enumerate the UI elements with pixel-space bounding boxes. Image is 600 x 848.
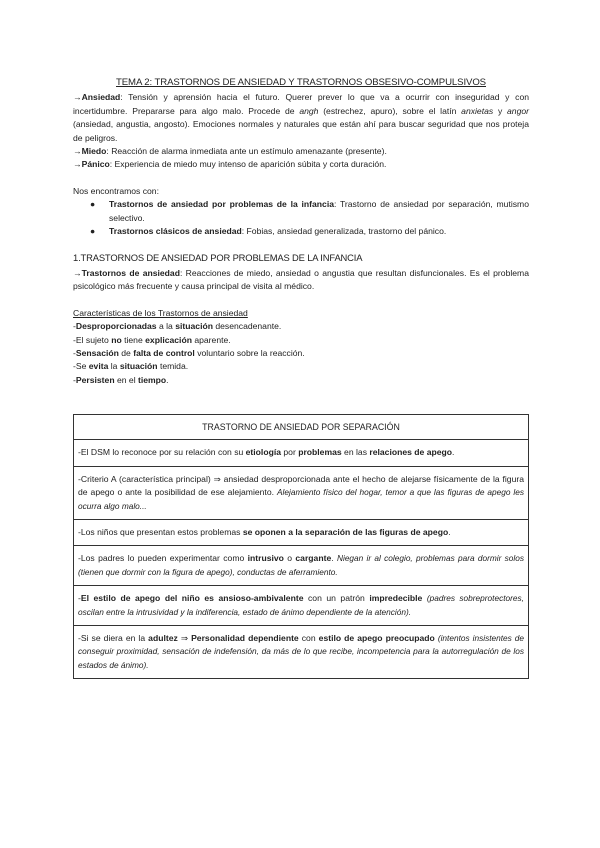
- text: -: [73, 347, 76, 358]
- text: .: [166, 374, 169, 385]
- bold-text: relaciones de apego: [369, 447, 453, 458]
- text: con un patrón: [303, 593, 370, 604]
- definition-text: (estrechez, apuro), sobre el latín: [318, 105, 462, 116]
- term-trastornos: Trastornos de ansiedad: [81, 267, 180, 278]
- text: -Los padres lo pueden experimentar como: [78, 553, 248, 564]
- text: voluntario sobre la reacción.: [194, 347, 305, 358]
- italic-text: (padres sobreprotectores, oscilan entre la intrusividad y la indiferencia, estado de ánimo dependiente de la atención).: [78, 593, 524, 617]
- term-miedo: Miedo: [81, 146, 107, 157]
- definition-text: : Reacciones de miedo, ansiedad o angustia que resultan disfuncionales. Es el problema psicológico más frecuente y causa principal de visita al médico.: [73, 267, 529, 292]
- definition-miedo: [73, 145, 529, 158]
- page-title: TEMA 2: TRASTORNOS DE ANSIEDAD Y TRASTORNOS OBSESIVO-COMPULSIVOS: [116, 77, 486, 88]
- bold-text: Sensación: [75, 347, 119, 358]
- text: a la: [156, 321, 176, 332]
- italic-text: (intentos insistentes de conseguir proximidad, sensación de indefensión, da más de lo que recibe, incompetencia para la autorregulación de los estados de ánimo).: [78, 633, 525, 670]
- bold-text: impredecible: [369, 593, 423, 604]
- bold-text: falta de control: [133, 347, 195, 358]
- definition-panico: [73, 158, 529, 171]
- italic-word: angh: [299, 105, 319, 116]
- bold-text: tiempo: [138, 374, 167, 385]
- italic-text: Alejamiento físico del hogar, temor a que las figuras de apego les ocurra algo malo...: [78, 487, 524, 511]
- bold-text: adultez: [148, 633, 178, 644]
- italic-text: Niegan ir al colegio, problemas para dormir solos (tienen que dormir con la figura de apego), conductas de aferramiento.: [78, 553, 525, 577]
- term-ansiedad: Ansiedad: [81, 92, 121, 103]
- bold-text: Desproporcionadas: [75, 321, 157, 332]
- spacer: [73, 294, 529, 307]
- text: -Si se diera en la: [78, 633, 149, 644]
- bold-text: se oponen a la separación de las figuras de apego: [242, 527, 449, 538]
- definition-text: (ansiedad, angustia, angosto). Emociones normales y naturales que están ahí para buscar seguridad que nos proteja de peligros.: [73, 119, 529, 143]
- characteristic-item: [73, 374, 529, 387]
- text: -Criterio A (característica principal) ⇒ ansiedad desproporcionada ante el hecho de alejarse físicamente de la figura de apego o ante la posibilidad de ese alejamiento.: [78, 473, 524, 498]
- list-term: Trastornos clásicos de ansiedad: [109, 226, 242, 237]
- characteristics-heading: Características de los Trastornos de ansiedad: [73, 307, 248, 318]
- text: de: [118, 347, 134, 358]
- definition-ansiedad: [73, 91, 529, 145]
- characteristic-item: [73, 334, 529, 347]
- arrow-icon: →: [73, 146, 82, 157]
- arrow-icon: →: [73, 92, 82, 103]
- list-text: : Fobias, ansiedad generalizada, trastorno del pánico.: [241, 226, 447, 237]
- bold-text: no: [111, 334, 122, 345]
- text: -El sujeto: [73, 334, 112, 345]
- text: -: [78, 593, 81, 604]
- text: .: [452, 447, 455, 458]
- section-heading: 1.TRASTORNOS DE ANSIEDAD POR PROBLEMAS DE LA INFANCIA: [73, 252, 363, 264]
- bold-text: situación: [119, 361, 158, 372]
- bold-text: estilo de apego preocupado: [318, 633, 435, 644]
- spacer: [73, 172, 529, 185]
- list-item: [73, 198, 529, 225]
- arrow-icon: →: [73, 267, 82, 278]
- text: tiene: [121, 334, 146, 345]
- info-box: [73, 414, 529, 679]
- text: -: [73, 321, 76, 332]
- box-row: [74, 467, 528, 520]
- bold-text: etiología: [245, 447, 281, 458]
- definition-text: : Reacción de alarma inmediata ante un estímulo amenazante (presente).: [106, 146, 387, 157]
- list-text: : Trastorno de ansiedad por separación, mutismo selectivo.: [109, 199, 529, 223]
- bold-text: El estilo de apego del niño es ansioso-ambivalente: [80, 593, 304, 604]
- bold-text: explicación: [145, 334, 192, 345]
- text: por: [281, 447, 299, 458]
- list-term: Trastornos de ansiedad por problemas de la infancia: [109, 199, 334, 210]
- characteristic-item: [73, 320, 529, 333]
- text: aparente.: [191, 334, 231, 345]
- bold-text: cargante: [295, 553, 332, 564]
- document-page: [73, 76, 529, 387]
- bold-text: evita: [88, 361, 109, 372]
- definition-text: : Experiencia de miedo muy intenso de aparición súbita y corta duración.: [109, 159, 387, 170]
- text: -Los niños que presentan estos problemas: [78, 527, 243, 538]
- arrow-icon: →: [73, 159, 82, 170]
- section-definition: [73, 267, 529, 294]
- list-item: [73, 225, 529, 238]
- box-title: TRASTORNO DE ANSIEDAD POR SEPARACIÓN: [74, 415, 528, 440]
- spacer: [73, 238, 529, 251]
- bold-text: problemas: [298, 447, 342, 458]
- box-row: [74, 546, 528, 586]
- box-row: [74, 626, 528, 678]
- bold-text: Persisten: [75, 374, 115, 385]
- italic-word: anxietas: [461, 105, 494, 116]
- bold-text: Personalidad dependiente: [191, 633, 299, 644]
- intro-text: Nos encontramos con:: [73, 185, 159, 196]
- bold-text: situación: [175, 321, 213, 332]
- term-panico: Pánico: [81, 159, 110, 170]
- text: o: [283, 553, 296, 564]
- text: en las: [341, 447, 370, 458]
- text: -: [73, 374, 76, 385]
- definition-text: : Tensión y aprensión hacia el futuro. Querer prever lo que va a ocurrir con inseguridad y con incertidumbre. Prepararse para algo malo. Procede de: [73, 92, 529, 116]
- text: -Se: [73, 361, 89, 372]
- text: ⇒: [177, 633, 192, 644]
- text: con: [298, 633, 319, 644]
- bullet-list: [73, 198, 529, 238]
- box-row: [74, 586, 528, 626]
- text: -El DSM lo reconoce por su relación con su: [78, 447, 246, 458]
- box-row: [74, 440, 528, 466]
- definition-text: y: [493, 105, 508, 116]
- text: .: [331, 553, 337, 564]
- text: la: [108, 361, 120, 372]
- italic-word: angor: [507, 105, 529, 116]
- text: .: [448, 527, 451, 538]
- text: en el: [114, 374, 138, 385]
- bold-text: intrusivo: [247, 553, 284, 564]
- box-row: [74, 520, 528, 546]
- text: temida.: [157, 361, 189, 372]
- characteristic-item: [73, 360, 529, 373]
- text: desencadenante.: [212, 321, 282, 332]
- characteristic-item: [73, 347, 529, 360]
- bullet-icon: ●: [90, 199, 96, 210]
- bullet-icon: ●: [90, 226, 96, 237]
